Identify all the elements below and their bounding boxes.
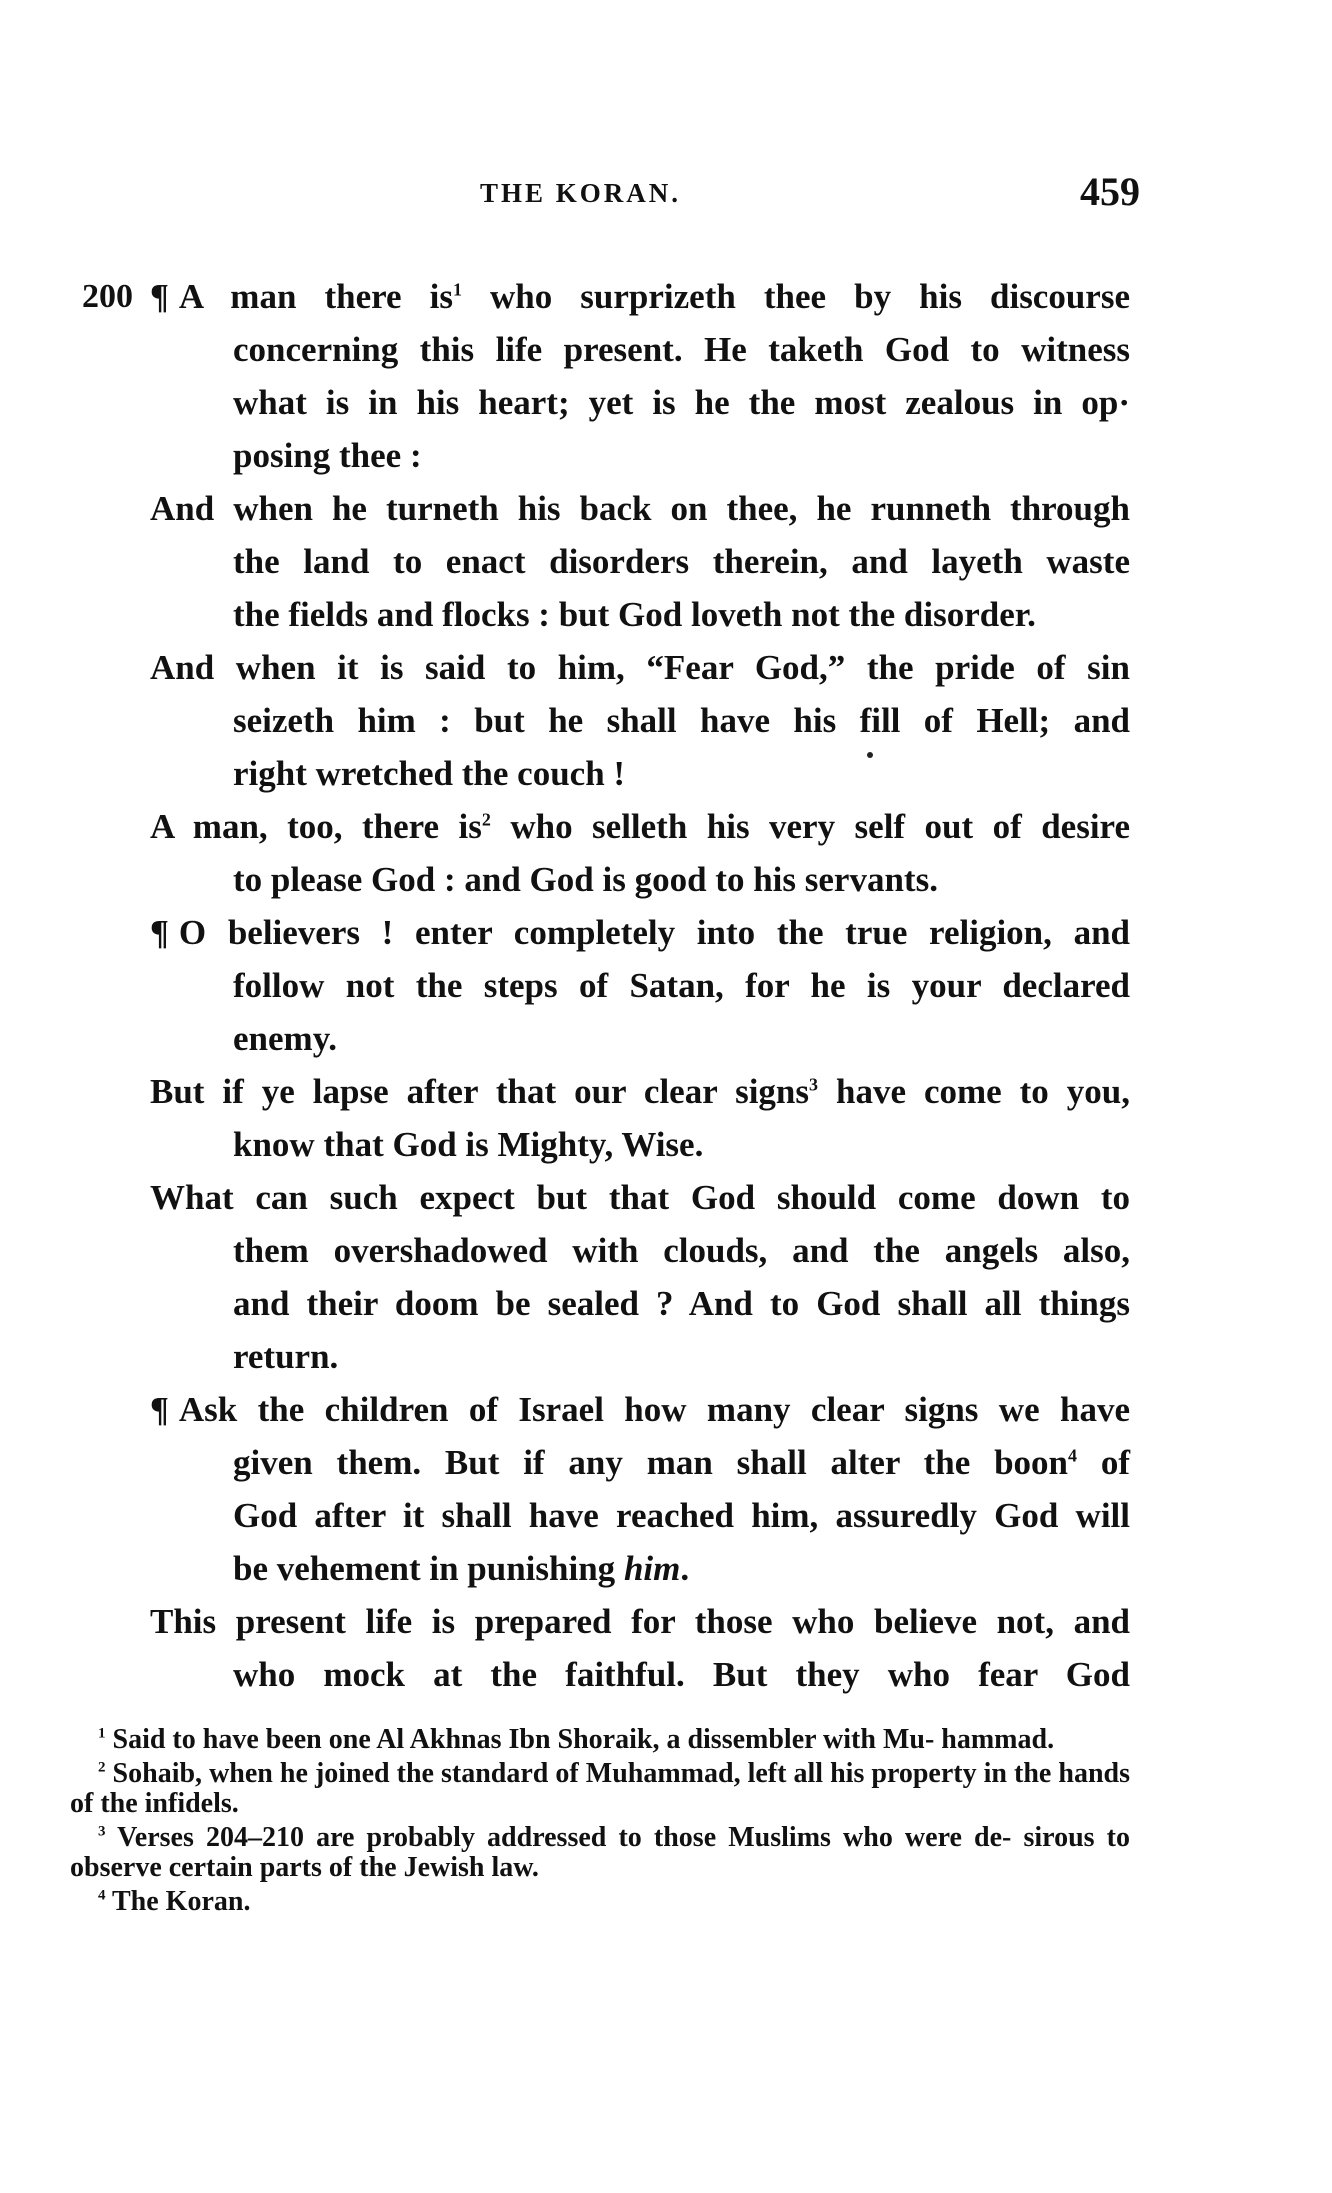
text-line: concerning this life present. He taketh God to witness xyxy=(233,330,1130,369)
main-text xyxy=(0,270,1332,1701)
text-line xyxy=(0,1065,1130,1118)
text-line: and their doom be sealed ? And to God shall all things xyxy=(233,1284,1130,1323)
text-span: . xyxy=(680,1549,690,1588)
text-line: What can such expect but that God should come down to xyxy=(150,1178,1130,1217)
footnote-ref: 2 xyxy=(481,809,491,830)
page-number: 459 xyxy=(1080,169,1140,214)
text-line xyxy=(0,800,1130,853)
footnote-mark: 1 xyxy=(98,1725,106,1742)
text-line xyxy=(0,1383,1130,1436)
text-line xyxy=(0,270,1130,323)
verse-paragraph xyxy=(0,1171,1332,1383)
text-line: what is in his heart; yet is he the most zealous in op· xyxy=(233,383,1130,422)
text-line: return. xyxy=(233,1337,339,1376)
text-line xyxy=(0,1542,1130,1595)
text-line: posing thee : xyxy=(233,436,422,475)
text-span: given them. But if any man shall alter the boon xyxy=(233,1443,1069,1482)
verse-paragraph xyxy=(0,1383,1332,1595)
footnote xyxy=(70,1759,1130,1819)
footnote-mark: 3 xyxy=(98,1823,106,1840)
text-line: them overshadowed with clouds, and the angels also, xyxy=(233,1231,1130,1270)
verse-paragraph xyxy=(0,641,1332,800)
text-span: O believers ! enter completely into the true religion, and xyxy=(178,913,1130,952)
footnote-text: The Koran. xyxy=(112,1886,251,1917)
footnote-ref: 3 xyxy=(809,1074,819,1095)
footnote xyxy=(70,1823,1130,1883)
text-line: And when it is said to him, “Fear God,” the pride of sin xyxy=(150,648,1130,687)
text-span: of xyxy=(1077,1443,1131,1482)
text-span: have come to you, xyxy=(818,1072,1130,1111)
footnote xyxy=(70,1887,1130,1917)
verse-paragraph xyxy=(0,1065,1332,1171)
footnotes xyxy=(70,1725,1130,1921)
running-title: THE KORAN. xyxy=(480,178,682,208)
verse-paragraph xyxy=(0,906,1332,1065)
text-span: But if ye lapse after that our clear signs xyxy=(150,1072,810,1111)
footnote-text: Said to have been one Al Akhnas Ibn Shoraik, a dissembler with Mu- hammad. xyxy=(112,1724,1055,1755)
pilcrow-mark: ¶ xyxy=(150,1390,169,1429)
text-line: follow not the steps of Satan, for he is your declared xyxy=(233,966,1130,1005)
footnote-text: Verses 204–210 are probably addressed to those Muslims who were de- sirous to observe certain parts of the Jewish law. xyxy=(70,1822,1130,1883)
text-line: seizeth him : but he shall have his fill of Hell; and xyxy=(233,701,1130,740)
footnote-ref: 4 xyxy=(1068,1445,1078,1466)
text-line xyxy=(0,1436,1130,1489)
pilcrow-mark: ¶ xyxy=(150,277,169,316)
text-line: enemy. xyxy=(233,1019,338,1058)
text-line: the fields and flocks : but God loveth not the disorder. xyxy=(233,595,1036,634)
pilcrow-mark: ¶ xyxy=(150,913,169,952)
verse-paragraph xyxy=(0,1595,1332,1701)
text-line: right wretched the couch ! xyxy=(233,754,626,793)
text-span: who selleth his very self out of desire xyxy=(490,807,1130,846)
page-header xyxy=(0,168,1332,218)
text-line: who mock at the faithful. But they who fear God xyxy=(233,1655,1130,1694)
text-span: A man, too, there is xyxy=(150,807,482,846)
verse-number: 200 xyxy=(82,278,133,315)
text-span: Ask the children of Israel how many clear signs we have xyxy=(178,1390,1130,1429)
verse-paragraph xyxy=(0,800,1332,906)
footnote-text: Sohaib, when he joined the standard of Muhammad, left all his property in the hands of the infidels. xyxy=(70,1758,1131,1819)
text-line: God after it shall have reached him, assuredly God will xyxy=(233,1496,1130,1535)
text-line: the land to enact disorders therein, and layeth waste xyxy=(233,542,1130,581)
footnote-ref: 1 xyxy=(452,279,462,300)
stray-ink-dot xyxy=(867,752,873,758)
footnote xyxy=(70,1725,1130,1755)
text-span: A man there is xyxy=(178,277,453,316)
verse-paragraph xyxy=(0,270,1332,482)
text-line: And when he turneth his back on thee, he runneth through xyxy=(150,489,1130,528)
text-span: be vehement in punishing xyxy=(233,1549,624,1588)
text-span: who surprizeth thee by his discourse xyxy=(461,277,1131,316)
text-line: to please God : and God is good to his servants. xyxy=(233,860,938,899)
italic-word: him xyxy=(623,1549,681,1588)
verse-paragraph xyxy=(0,482,1332,641)
text-line: know that God is Mighty, Wise. xyxy=(233,1125,704,1164)
footnote-mark: 2 xyxy=(98,1759,106,1776)
footnote-mark: 4 xyxy=(98,1887,106,1904)
text-line: This present life is prepared for those who believe not, and xyxy=(150,1602,1130,1641)
text-line xyxy=(0,906,1130,959)
